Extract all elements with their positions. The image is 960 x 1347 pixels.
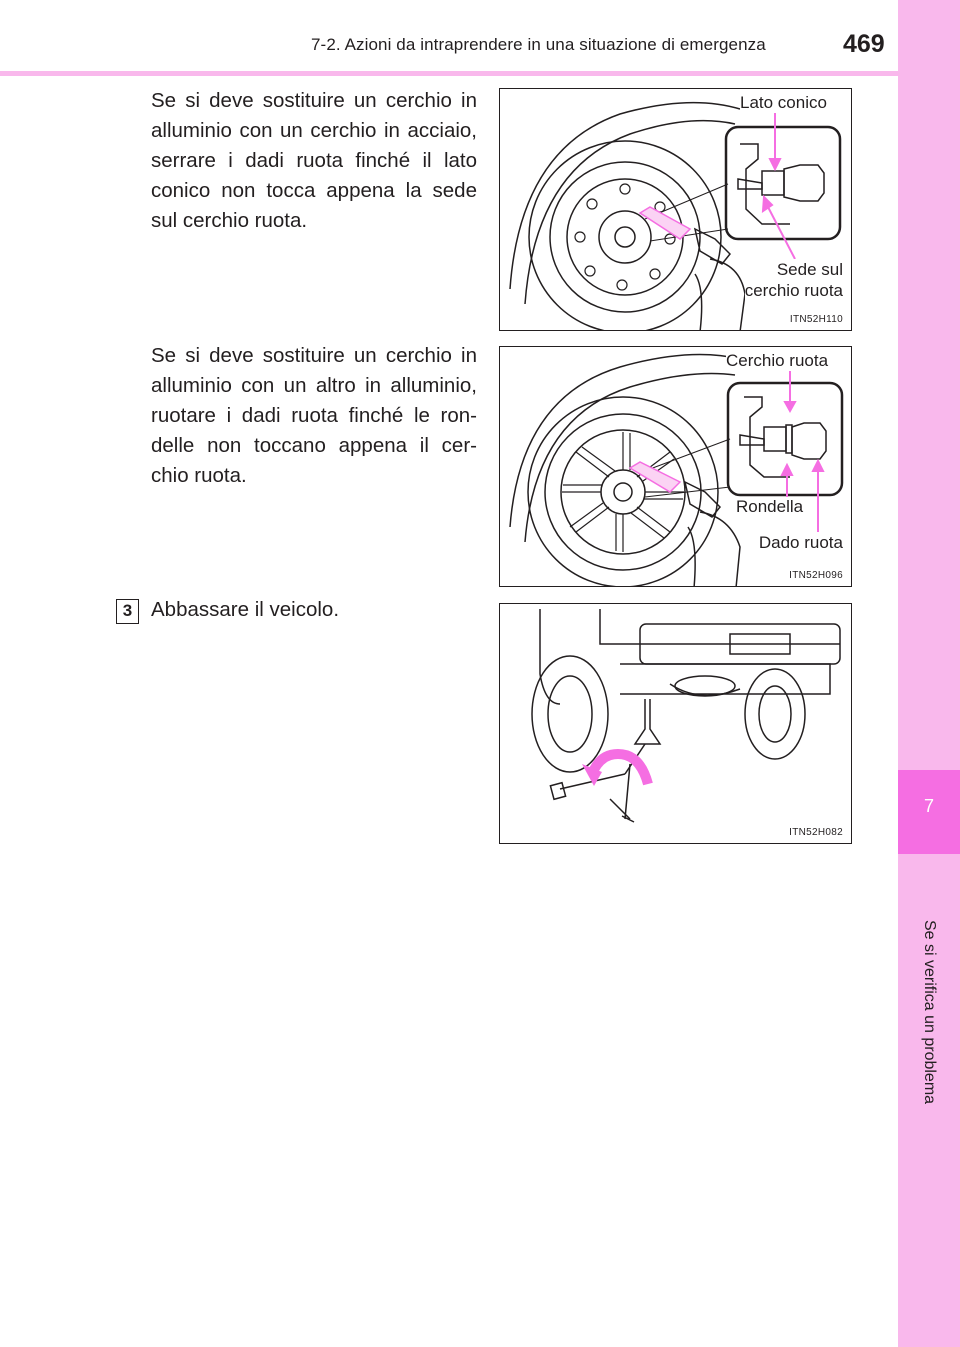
label-rim-seat xyxy=(745,259,843,301)
chapter-side-tab xyxy=(898,0,960,1347)
figure-code: ITN52H096 xyxy=(789,570,843,581)
figure-lower-vehicle xyxy=(499,603,852,844)
label-rim-seat-line2: cerchio ruota xyxy=(744,281,843,300)
figure-alloy-rim-nut xyxy=(499,346,852,587)
figure-code: ITN52H110 xyxy=(789,314,843,325)
page-header xyxy=(0,0,898,76)
paragraph-alloy-rim: Se si deve sostituire un cerchio in alluminio con un altro in alluminio, ruotare i dadi ruota finché le ron-delle non toccano appena il cer-chio ruota. xyxy=(151,344,477,487)
section-title: 7-2. Azioni da intraprendere in una situazione di emergenza xyxy=(311,35,766,54)
figure-steel-rim-nut xyxy=(499,88,852,331)
figure-code: ITN52H082 xyxy=(789,827,843,838)
label-washer: Rondella xyxy=(736,497,804,516)
header-divider xyxy=(0,71,898,76)
paragraph-steel-rim: Se si deve sostituire un cerchio in alluminio con un cerchio in acciaio, serrare i dadi ruota finché il lato conico non tocca appena la sede sul cerchio ruota. xyxy=(151,89,477,232)
chapter-number-box xyxy=(898,770,960,854)
page-number: 469 xyxy=(843,30,885,58)
chapter-title: Se si verifica un problema xyxy=(921,919,938,1105)
step-number-badge: 3 xyxy=(116,599,139,624)
label-rim-seat-line1: Sede sul xyxy=(776,260,843,279)
label-conical-side: Lato conico xyxy=(740,93,827,112)
label-wheel-rim: Cerchio ruota xyxy=(726,351,829,370)
label-wheel-nut: Dado ruota xyxy=(758,533,843,552)
step-text: Abbassare il veicolo. xyxy=(151,598,340,621)
chapter-number: 7 xyxy=(923,796,934,816)
lower-vehicle-illustration xyxy=(500,604,852,844)
